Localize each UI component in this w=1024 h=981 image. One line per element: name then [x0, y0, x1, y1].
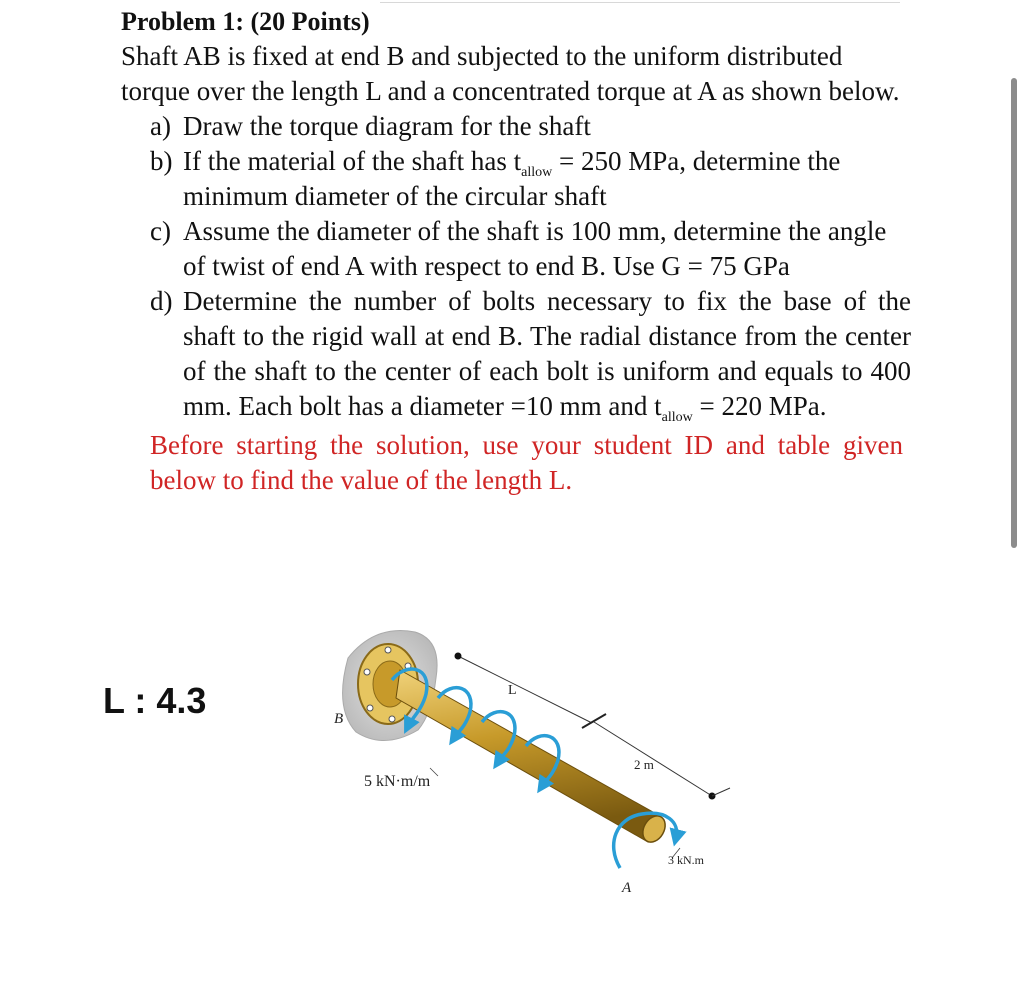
problem-intro: Shaft AB is fixed at end B and subjected to the uniform distributed torque over the length L and a concentrated torque at A as shown below. — [121, 41, 900, 106]
shaft — [396, 670, 660, 842]
problem-document — [121, 4, 911, 498]
part-c-label: c) — [150, 216, 171, 246]
label-2m: 2 m — [634, 757, 654, 772]
top-divider — [380, 2, 900, 3]
part-b — [121, 144, 911, 214]
dimension-dot — [455, 653, 462, 660]
label-A: A — [622, 880, 632, 896]
part-b-post: = 250 MPa, determine the minimum diameter of the circular shaft — [183, 146, 841, 211]
dimension-line-L — [458, 656, 592, 723]
bolt-icon — [367, 705, 373, 711]
dimension-tick — [582, 714, 606, 728]
part-c-text: Assume the diameter of the shaft is 100 mm, determine the angle of twist of end A with respect to end B. Use G = 75 GPa — [183, 216, 887, 281]
scrollbar[interactable] — [1011, 78, 1017, 548]
student-id-note: Before starting the solution, use your student ID and table given below to find the value of the length L. — [150, 430, 903, 495]
part-a-label: a) — [150, 111, 171, 141]
part-b-pre: If the material of the shaft has t — [183, 146, 522, 176]
part-b-label: b) — [150, 146, 173, 176]
bolt-icon — [385, 647, 391, 653]
length-value: L : 4.3 — [103, 680, 207, 721]
part-d-sub: allow — [661, 410, 693, 425]
leader-line — [430, 768, 438, 776]
bolt-icon — [389, 716, 395, 722]
bolt-icon — [364, 669, 370, 675]
label-B: B — [334, 711, 344, 727]
part-c — [121, 214, 911, 284]
part-d-post: = 220 MPa. — [692, 391, 827, 421]
part-b-sub: allow — [521, 165, 553, 180]
part-d-text — [183, 284, 911, 424]
distributed-torque-label: 5 kN·m/m — [364, 773, 431, 790]
problem-title: Problem 1: (20 Points) — [121, 7, 370, 36]
shaft-figure — [320, 618, 760, 908]
extension-line — [712, 788, 730, 796]
part-a-text: Draw the torque diagram for the shaft — [183, 111, 591, 141]
part-d-label: d) — [150, 286, 173, 316]
label-L: L — [508, 683, 517, 698]
part-a — [121, 109, 911, 144]
part-d — [121, 284, 911, 424]
part-d-pre: Determine the number of bolts necessary to fix the base of the shaft to the rigid wall at end B. The radial distance from the center of the shaft to the center of each bolt is uniform and equals to 400 mm. Each bolt has a diameter =10 mm and t — [183, 286, 911, 421]
part-b-text — [183, 144, 911, 214]
concentrated-torque-label: 3 kN.m — [668, 853, 704, 867]
